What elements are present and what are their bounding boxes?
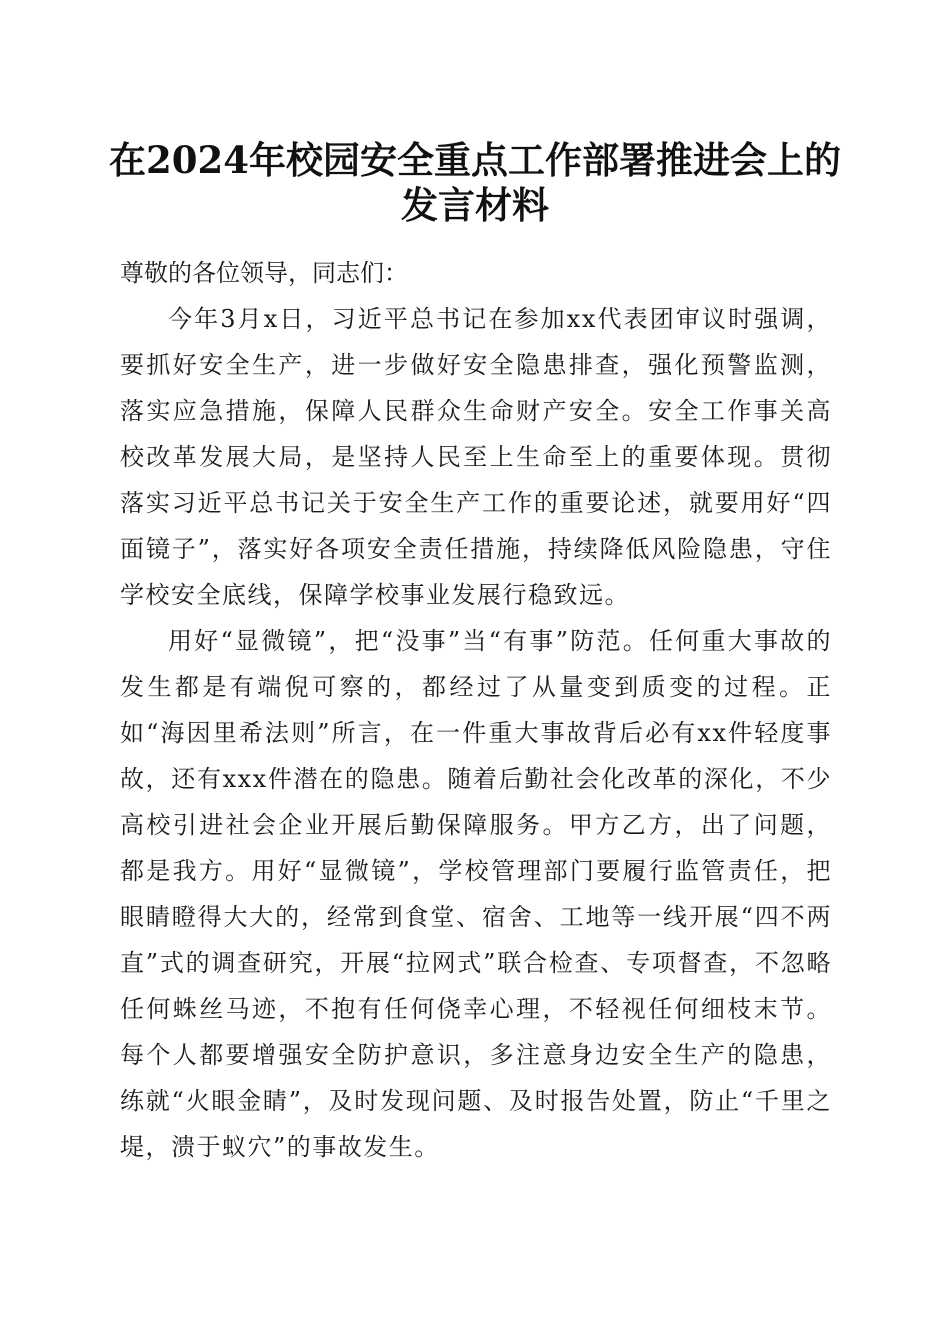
paragraph-intro: 今年3月x日，习近平总书记在参加xx代表团审议时强调，要抓好安全生产，进一步做好安全隐患排查，强化预警监测，落实应急措施，保障人民群众生命财产安全。安全工作事关高校改革发展大局，是坚持人民至上生命至上的重要体现。贯彻落实习近平总书记关于安全生产工作的重要论述，就要用好“四面镜子”，落实好各项安全责任措施，持续降低风险隐患，守住学校安全底线，保障学校事业发展行稳致远。 xyxy=(120,305,832,609)
document-title-line-2: 发言材料 xyxy=(401,183,549,227)
salutation: 尊敬的各位领导，同志们： xyxy=(120,259,408,287)
paragraph-microscope: 用好“显微镜”，把“没事”当“有事”防范。任何重大事故的发生都是有端倪可察的，都经过了从量变到质变的过程。正如“海因里希法则”所言，在一件重大事故背后必有xx件轻度事故，还有xxx件潜在的隐患。随着后勤社会化改革的深化，不少高校引进社会企业开展后勤保障服务。甲方乙方，出了问题，都是我方。用好“显微镜”，学校管理部门要履行监管责任，把眼睛瞪得大大的，经常到食堂、宿舍、工地等一线开展“四不两直”式的调查研究，开展“拉网式”联合检查、专项督查，不忽略任何蛛丝马迹，不抱有任何侥幸心理，不轻视任何细枝末节。每个人都要增强安全防护意识，多注意身边安全生产的隐患，练就“火眼金睛”，及时发现问题、及时报告处置，防止“千里之堤，溃于蚁穴”的事故发生。 xyxy=(120,627,832,1161)
document-body xyxy=(120,250,832,1170)
document-title-line-1: 在2024年校园安全重点工作部署推进会上的 xyxy=(109,138,841,182)
